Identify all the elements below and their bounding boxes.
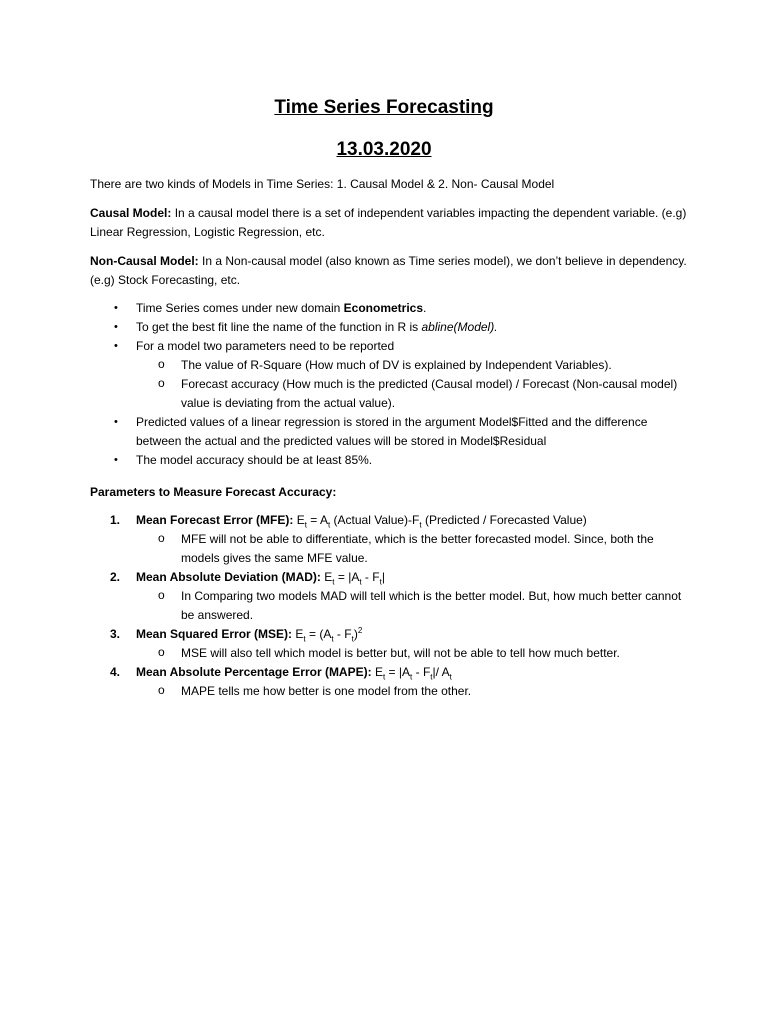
document-date: 13.03.2020 (336, 139, 432, 160)
sub-bullet-icon: o (158, 357, 165, 371)
intro-paragraph: There are two kinds of Models in Time Series: 1. Causal Model & 2. Non- Causal Model (90, 177, 555, 191)
metric-item-mse (90, 625, 690, 663)
causal-model-label: Causal Model: (90, 206, 172, 220)
metric-sub-item: o MFE will not be able to differentiate, which is the better forecasted model. Since, both the models gives the same MFE value. (158, 531, 654, 565)
mse-formula: $E_t = (A_t - F_t)^2$ (295, 626, 363, 644)
bullet-item-econometrics: • Time Series comes under new domain Econometrics. (90, 299, 690, 318)
document-title: Time Series Forecasting (274, 97, 494, 118)
metric-label: Mean Squared Error (MSE): (136, 627, 293, 641)
parameters-heading: Parameters to Measure Forecast Accuracy: (90, 485, 337, 499)
sub-bullet-icon: o (158, 376, 165, 390)
metrics-numbered-list (90, 511, 690, 701)
sub-item-forecast-accuracy: o Forecast accuracy (How much is the predicted (Causal model) / Forecast (Non-causal model) value is deviating from the actual value). (158, 376, 678, 410)
metric-item-mad (90, 568, 690, 625)
sub-item-r-square: o The value of R-Square (How much of DV is explained by Independent Variables). (158, 357, 612, 372)
bullet-item-accuracy: • The model accuracy should be at least 85%. (90, 451, 690, 470)
sub-bullet-icon: o (158, 531, 165, 545)
mfe-formula: $E_t = A_t$ (Actual $Value)-F_t$ (Predicted / Forecasted Value) (296, 513, 587, 530)
mape-formula: $E_t = |A_t - F_t|/$ $A_t$ (374, 665, 452, 682)
list-number: 4. (110, 665, 121, 679)
sub-bullet-icon: o (158, 683, 165, 697)
metric-item-mfe (90, 511, 690, 568)
bullet-icon: • (114, 454, 118, 466)
causal-model-text: In a causal model there is a set of independent variables impacting the dependent variable. (e.g) Linear Regression, Logistic Regression, etc. (90, 206, 687, 239)
bullet-icon: • (114, 321, 118, 333)
metric-sub-item: o MAPE tells me how better is one model from the other. (158, 683, 472, 698)
metric-sub-item: o MSE will also tell which model is better but, will not be able to tell how much better. (158, 645, 620, 660)
causal-model-paragraph (90, 204, 690, 242)
metric-sub-item: o In Comparing two models MAD will tell which is the better model. But, how much better cannot be answered. (158, 588, 682, 622)
list-number: 3. (110, 627, 121, 641)
bullet-icon: • (114, 302, 118, 314)
sub-bullet-icon: o (158, 645, 165, 659)
bullet-item-predicted-values: • Predicted values of a linear regression is stored in the argument Model$Fitted and the difference between the actual and the predicted values will be stored in Model$Residual (114, 415, 648, 448)
metric-label: Mean Forecast Error (MFE): (136, 513, 294, 527)
bullet-icon: • (114, 340, 118, 352)
non-causal-model-text: In a Non-causal model (also known as Time series model), we don’t believe in dependency. (e.g) Stock Forecasting, etc. (90, 254, 687, 287)
parameters-sub-list (136, 356, 690, 413)
sub-bullet-icon: o (158, 588, 165, 602)
notes-bullet-list (90, 299, 690, 470)
bullet-icon: • (114, 416, 118, 428)
list-number: 1. (110, 513, 121, 527)
bullet-item-parameters: • For a model two parameters need to be reported o The value of R-Square (How much of DV is explained by Independent Variables). o Forecast accuracy (How much is the predicted (Causal model) / Forecast (Non-causal model) value is deviating from the actual value). (90, 337, 690, 413)
metric-label: Mean Absolute Percentage Error (MAPE): (136, 665, 372, 679)
metric-item-mape (90, 663, 690, 701)
non-causal-model-label: Non-Causal Model: (90, 254, 199, 268)
bullet-item-abline: • To get the best fit line the name of the function in R is abline(Model). (90, 318, 690, 337)
metric-label: Mean Absolute Deviation (MAD): (136, 570, 321, 584)
mad-formula: $E_t = |A_t - F_t|$ (324, 570, 385, 587)
non-causal-model-paragraph (90, 252, 690, 290)
list-number: 2. (110, 570, 121, 584)
